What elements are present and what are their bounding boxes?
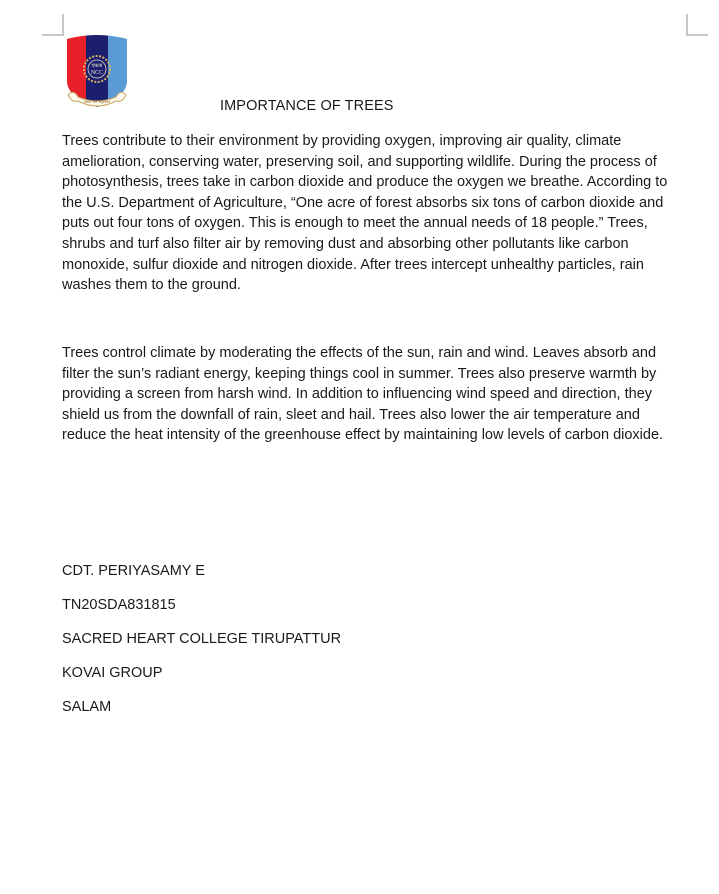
- page-corner-mark-top-left: [42, 14, 64, 36]
- svg-text:एकता: एकता: [91, 64, 103, 69]
- signature-college: SACRED HEART COLLEGE TIRUPATTUR: [62, 631, 342, 647]
- svg-text:एकता और अनुशासन: एकता और अनुशासन: [83, 100, 111, 104]
- signature-group: KOVAI GROUP: [62, 665, 163, 681]
- paragraph-oxygen-air-quality: Trees contribute to their environment by providing oxygen, improving air quality, climate amelioration, conserving water, preserving soil, and supporting wildlife. During the process of photosynthesis, trees take in carbon dioxide and produce the oxygen we breathe. According to the U.S. Department of Agriculture, “One acre of forest absorbs six tons of carbon dioxide and puts out four tons of oxygen. This is enough to meet the annual needs of 18 people.” Trees, shrubs and turf also filter air by removing dust and absorbing other pollutants like carbon monoxide, sulfur dioxide and nitrogen dioxide. After trees intercept unhealthy particles, rain washes them to the ground.: [62, 133, 668, 294]
- ncc-crest-icon: [64, 33, 130, 113]
- paragraph-climate-control: Trees control climate by moderating the effects of the sun, rain and wind. Leaves absorb and filter the sun’s radiant energy, keeping things cool in summer. Trees also preserve warmth by providing a screen from harsh wind. In addition to influencing wind speed and direction, they shield us from the downfall of rain, sleet and hail. Trees also lower the air temperature and reduce the heat intensity of the greenhouse effect by maintaining low levels of carbon dioxide.: [62, 345, 664, 444]
- page-corner-mark-top-right: [686, 14, 708, 36]
- signature-salute: SALAM: [62, 699, 112, 715]
- ncc-logo: [64, 33, 130, 113]
- document-title: IMPORTANCE OF TREES: [220, 98, 394, 114]
- svg-text:NCC: NCC: [90, 70, 104, 76]
- signature-cadet-name: CDT. PERIYASAMY E: [62, 563, 205, 579]
- signature-cadet-number: TN20SDA831815: [62, 597, 176, 613]
